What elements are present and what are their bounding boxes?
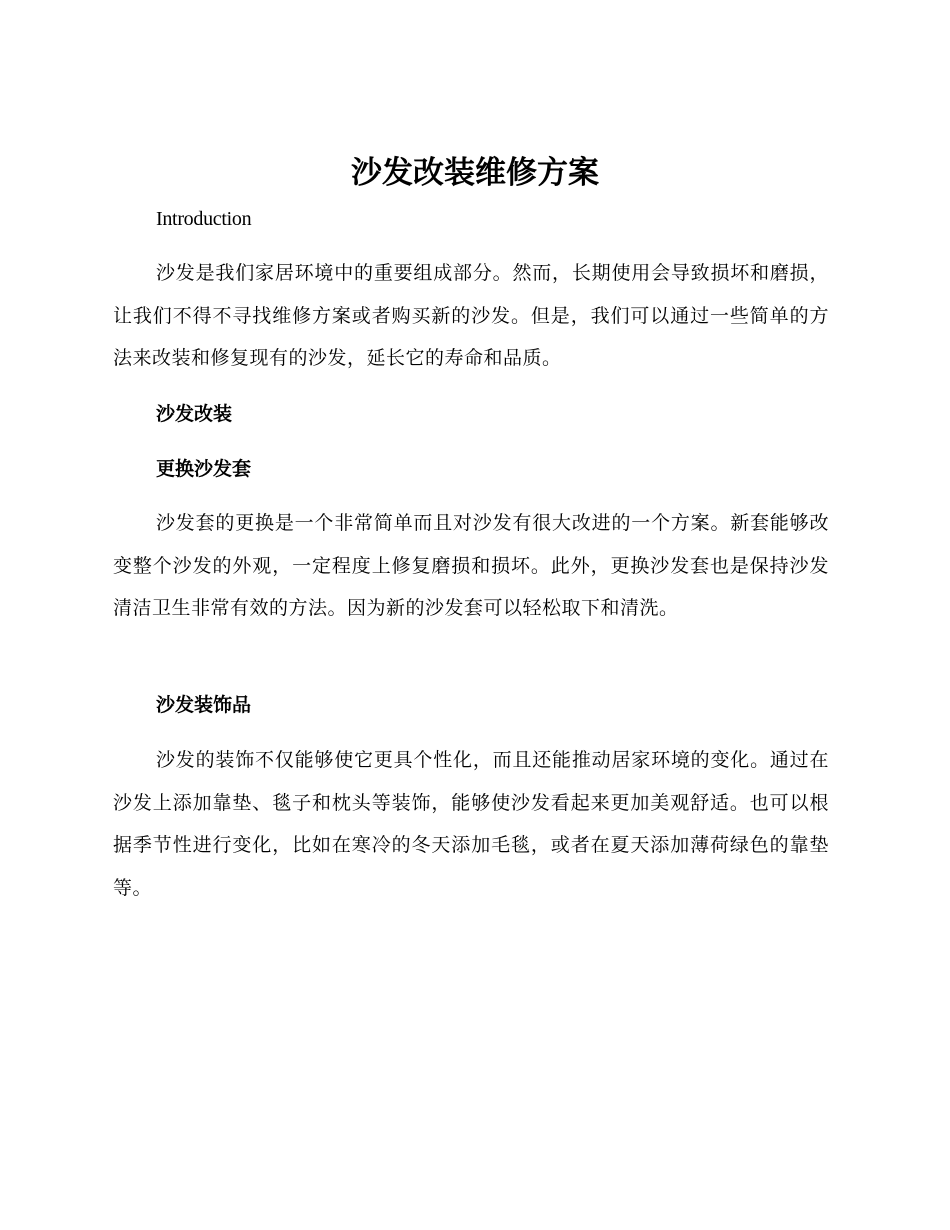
intro-paragraph: 沙发是我们家居环境中的重要组成部分。然而，长期使用会导致损坏和磨损，让我们不得不寻找维修方案或者购买新的沙发。但是，我们可以通过一些简单的方法来改装和修复现有的沙发，延长它的寿命和品质。: [113, 262, 829, 370]
subsection-heading-cover-replacement: 更换沙发套: [156, 458, 252, 480]
decorations-paragraph: 沙发的装饰不仅能够使它更具个性化，而且还能推动居家环境的变化。通过在沙发上添加靠垫、毯子和枕头等装饰，能够使沙发看起来更加美观舒适。也可以根据季节性进行变化，比如在寒冷的冬天添加毛毯，或者在夏天添加薄荷绿色的靠垫等。: [113, 749, 829, 899]
section-heading-sofa-modification: 沙发改装: [156, 403, 233, 425]
intro-heading: Introduction: [156, 208, 252, 230]
document-title: 沙发改装维修方案: [351, 155, 599, 191]
cover-replacement-paragraph: 沙发套的更换是一个非常简单而且对沙发有很大改进的一个方案。新套能够改变整个沙发的外观，一定程度上修复磨损和损坏。此外，更换沙发套也是保持沙发清洁卫生非常有效的方法。因为新的沙发套可以轻松取下和清洗。: [113, 512, 829, 620]
subsection-heading-decorations: 沙发装饰品: [156, 694, 252, 716]
